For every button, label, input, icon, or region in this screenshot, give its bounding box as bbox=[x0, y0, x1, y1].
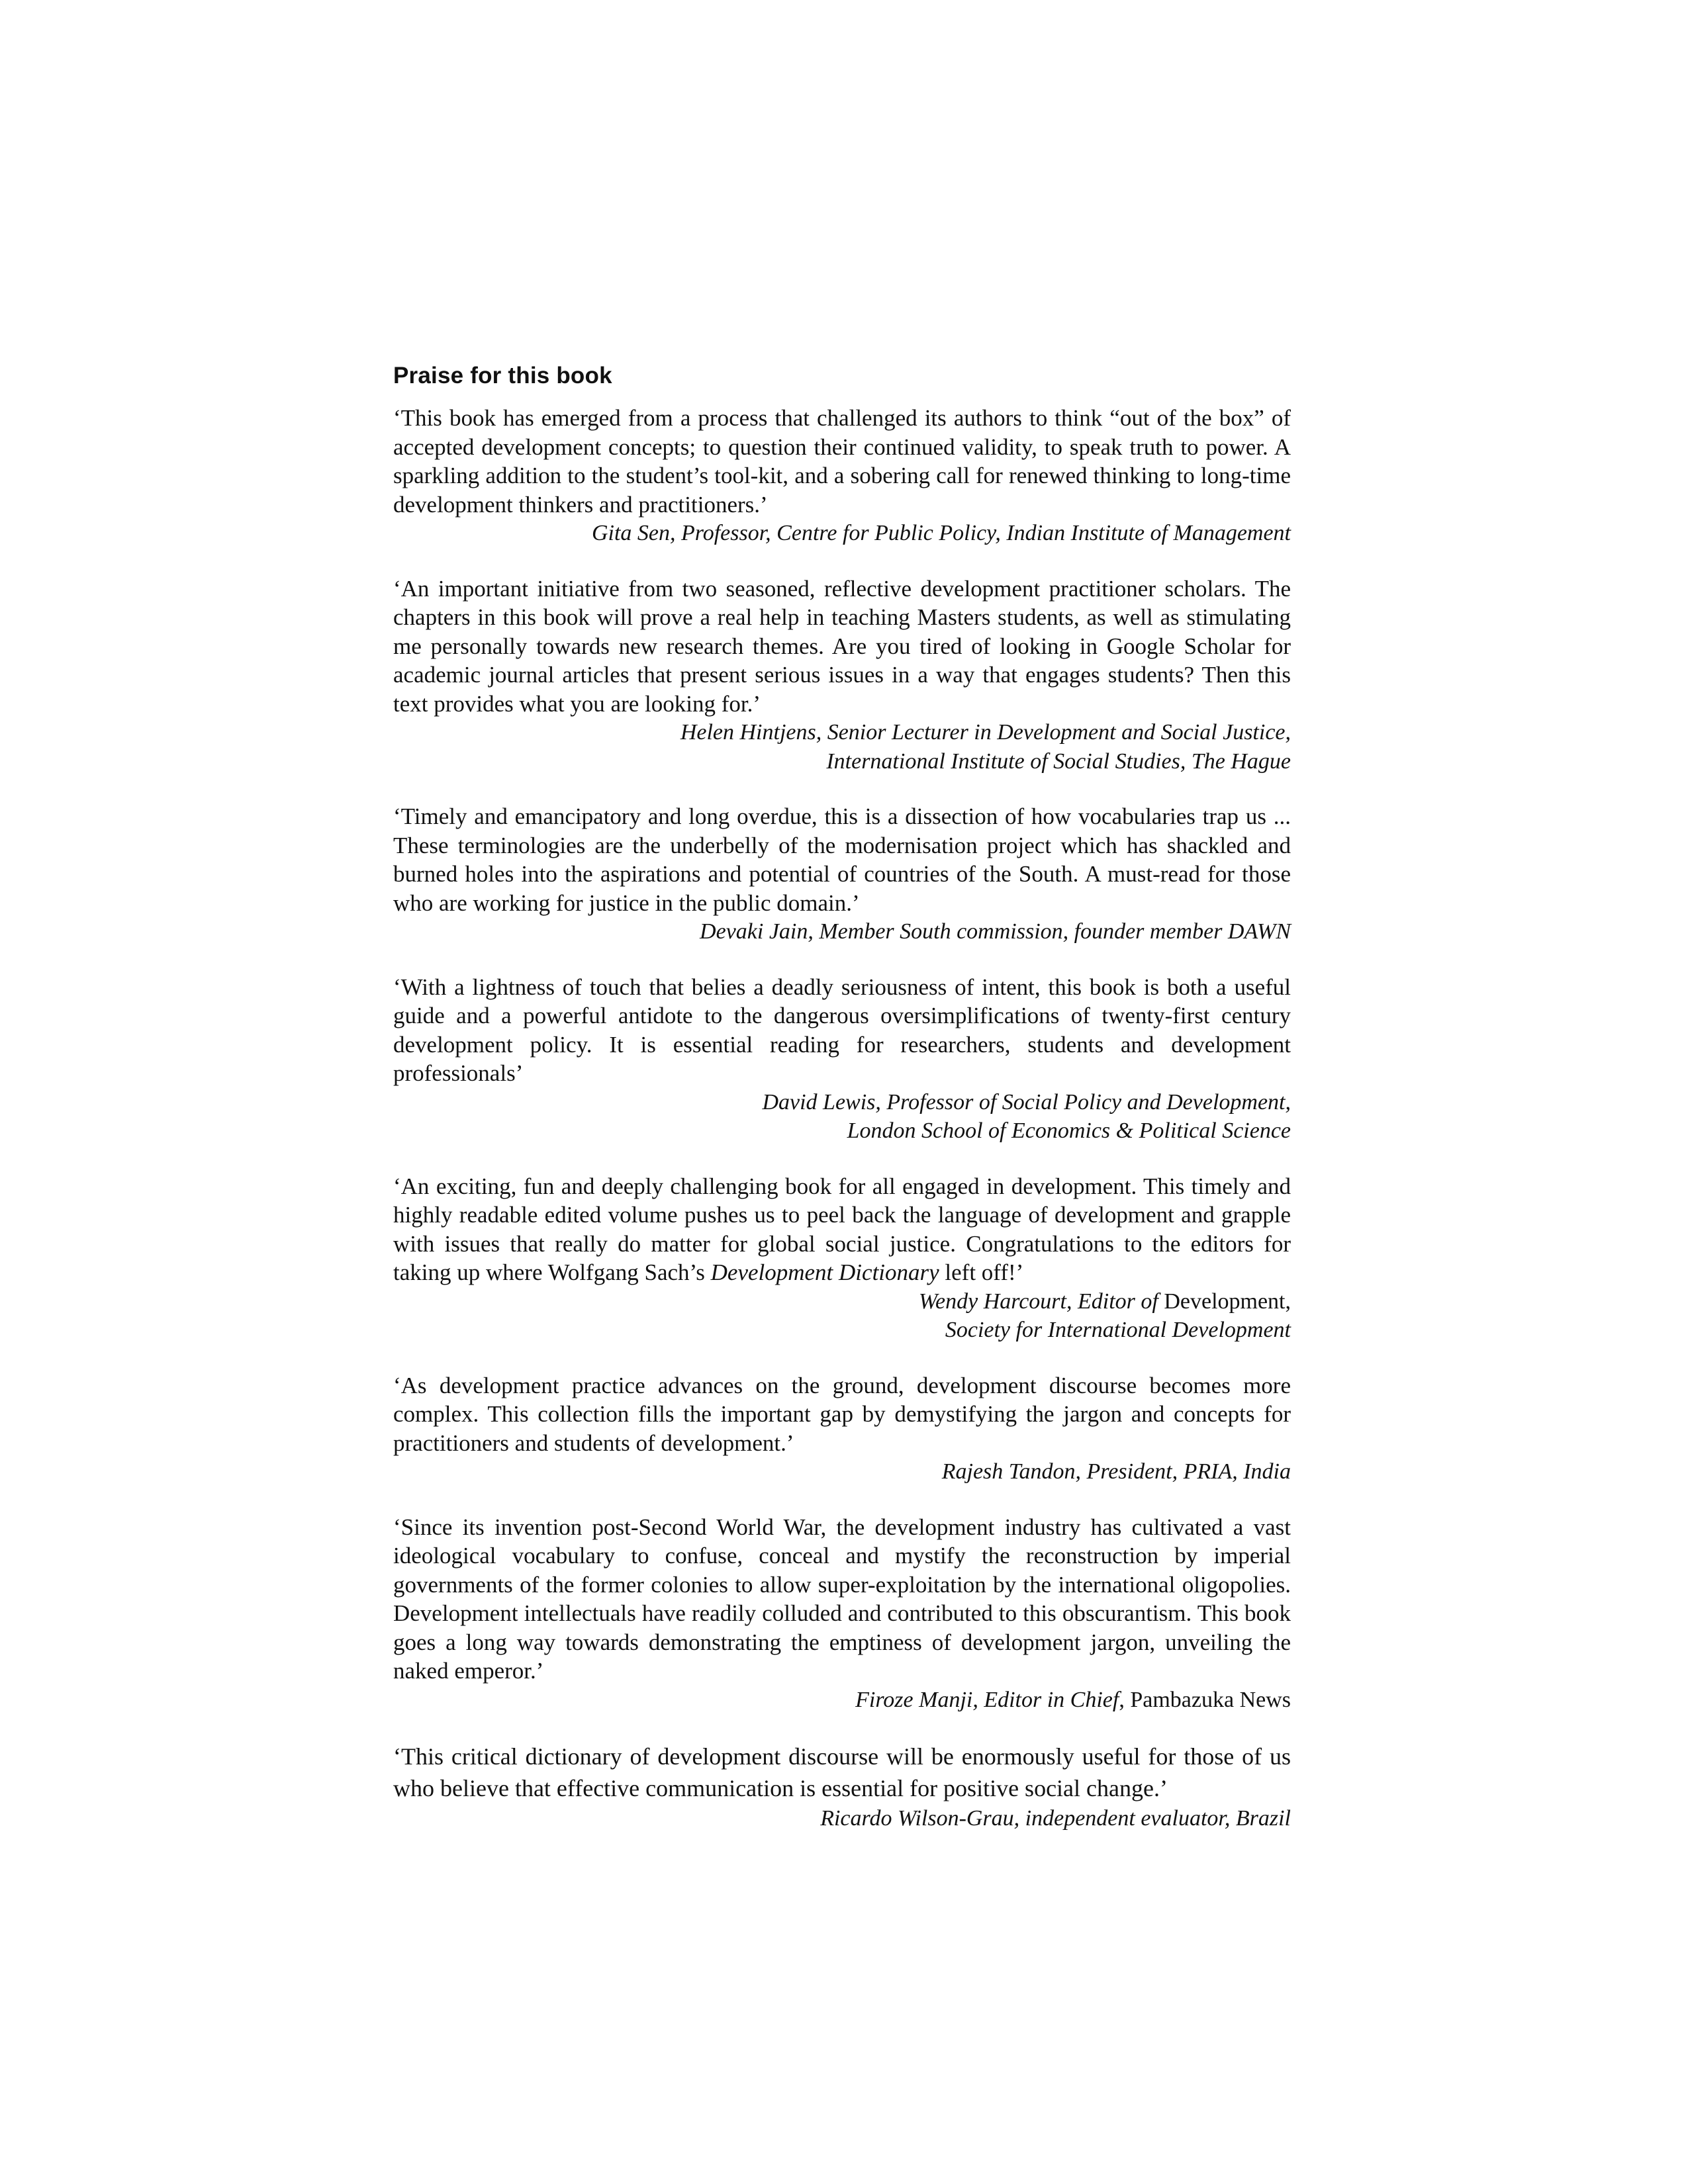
publication-name: , Pambazuka News bbox=[1119, 1687, 1291, 1712]
quote-text: ‘An exciting, fun and deeply challenging book for all engaged in development. This timely and highly readable edited volume pushes us to peel back the language of development and grapple with issues that really do matter for global social justice. Congratulations to the editors for taking up where Wolfgang Sach’s bbox=[393, 1173, 1291, 1285]
attribution-line bbox=[393, 1686, 1291, 1715]
attribution-line bbox=[393, 1287, 1291, 1316]
endorsement-quote: ‘This book has emerged from a process that challenged its authors to think “out of the box” of accepted development concepts; to question their continued validity, to speak truth to power. A sparkling addition to the student’s tool-kit, and a sobering call for renewed thinking to long-time development thinkers and practitioners.’ bbox=[393, 405, 1291, 518]
endorsement-quote: ‘An important initiative from two seasoned, reflective development practitioner scholars. The chapters in this book will prove a real help in teaching Masters students, as well as stimulating me personally towards new research themes. Are you tired of looking in Google Scholar for academic journal articles that present serious issues in a way that engages students? Then this text provides what you are looking for.’ bbox=[393, 575, 1291, 717]
journal-name: Development, bbox=[1164, 1289, 1291, 1314]
attribution-name: Firoze Manji, Editor in Chief bbox=[855, 1687, 1119, 1712]
endorsement-quote: ‘Since its invention post-Second World War, the development industry has cultivated a vast ideological vocabulary to confuse, conceal and mystify the reconstruction by imperial governments of the former colonies to allow super-exploitation by the international oligopolies. Development intellectuals have readily colluded and contributed to this obscurantism. This book goes a long way towards demonstrating the emptiness of development jargon, unveiling the naked emperor.’ bbox=[393, 1514, 1291, 1684]
attribution-name: Wendy Harcourt, Editor of bbox=[918, 1289, 1164, 1314]
attribution-line: Devaki Jain, Member South commission, founder member DAWN bbox=[700, 919, 1291, 944]
quote-text: left off!’ bbox=[939, 1259, 1024, 1285]
endorsement bbox=[393, 574, 1291, 776]
endorsement bbox=[393, 404, 1291, 548]
attribution-line: Society for International Development bbox=[945, 1318, 1291, 1342]
endorsement-attribution bbox=[393, 519, 1291, 548]
attribution-line: David Lewis, Professor of Social Policy and Development, bbox=[762, 1089, 1291, 1115]
endorsement-quote bbox=[393, 1172, 1291, 1287]
endorsement-quote: ‘With a lightness of touch that belies a deadly seriousness of intent, this book is both a useful guide and a powerful antidote to the dangerous oversimplifications of twenty-first century development policy. It is essential reading for researchers, students and development professionals’ bbox=[393, 974, 1291, 1086]
endorsement-quote: ‘As development practice advances on the ground, development discourse becomes more complex. This collection fills the important gap by demystifying the jargon and concepts for practitioners and students of development.’ bbox=[393, 1372, 1291, 1456]
attribution-line: International Institute of Social Studies, The Hague bbox=[826, 749, 1291, 774]
attribution-line: Helen Hintjens, Senior Lecturer in Development and Social Justice, bbox=[680, 720, 1291, 745]
endorsement-attribution bbox=[393, 1287, 1291, 1345]
book-title: Development Dictionary bbox=[710, 1259, 939, 1285]
page-heading: Praise for this book bbox=[393, 363, 612, 388]
endorsement-attribution bbox=[393, 1804, 1291, 1833]
endorsement bbox=[393, 1371, 1291, 1486]
praise-page bbox=[393, 363, 1291, 1860]
endorsement bbox=[393, 1172, 1291, 1345]
endorsement-quote: ‘This critical dictionary of development discourse will be enormously useful for those of us who believe that effective communication is essential for positive social change.’ bbox=[393, 1743, 1291, 1801]
endorsement-attribution bbox=[393, 1686, 1291, 1715]
endorsement bbox=[393, 973, 1291, 1146]
attribution-line: Gita Sen, Professor, Centre for Public Policy, Indian Institute of Management bbox=[591, 521, 1291, 545]
endorsement bbox=[393, 1513, 1291, 1715]
endorsement bbox=[393, 802, 1291, 946]
endorsement-attribution bbox=[393, 1457, 1291, 1486]
endorsement-attribution bbox=[393, 1088, 1291, 1146]
attribution-line: London School of Economics & Political Science bbox=[847, 1118, 1291, 1143]
endorsement-quote: ‘Timely and emancipatory and long overdue, this is a dissection of how vocabularies trap us ... These terminologies are the underbelly of the modernisation project which has shackled and burned holes into the aspirations and potential of countries of the South. A must-read for those who are working for justice in the public domain.’ bbox=[393, 803, 1291, 916]
endorsement-attribution bbox=[393, 718, 1291, 776]
endorsement-attribution bbox=[393, 917, 1291, 946]
endorsement bbox=[393, 1741, 1291, 1833]
attribution-line: Ricardo Wilson-Grau, independent evaluator, Brazil bbox=[820, 1806, 1291, 1831]
attribution-line: Rajesh Tandon, President, PRIA, India bbox=[941, 1459, 1291, 1484]
